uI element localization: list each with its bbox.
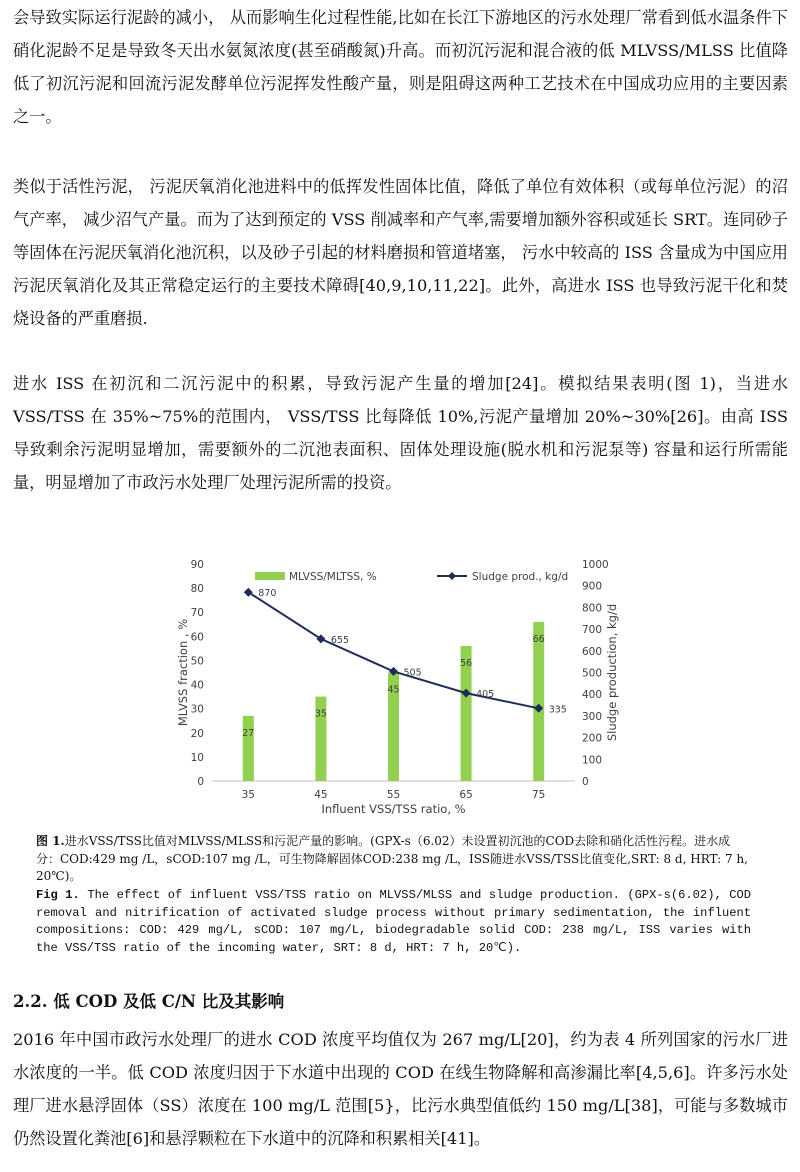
legend-label-line: Sludge prod., kg/d	[472, 571, 569, 583]
body-paragraph-1: 会导致实际运行泥龄的减小， 从而影响生化过程性能,比如在长江下游地区的污水处理厂常看到低水温条件下硝化泥龄不足是导致冬天出水氨氮浓度(甚至硝酸氮)升高。而初沉污泥和混合液的低 MLVSS/MLSS 比值降低了初沉污泥和回流污泥发酵单位污泥挥发性酸产量，则是阻碍这两种工艺技术在中国成功应用的主要因素之一。	[13, 8, 788, 126]
y-tick-label: 90	[190, 559, 204, 571]
x-axis-title: Influent VSS/TSS ratio, %	[321, 802, 466, 816]
legend-label-bars: MLVSS/MLTSS, %	[289, 571, 377, 583]
y2-tick-label: 500	[582, 667, 603, 680]
y-tick-label: 40	[190, 679, 204, 692]
y2-tick-label: 300	[582, 710, 603, 723]
figure-caption-en	[36, 887, 751, 957]
y2-tick-label: 900	[582, 580, 603, 593]
bar	[243, 716, 254, 781]
x-tick-label: 75	[532, 789, 546, 801]
y2-tick-label: 400	[582, 689, 603, 702]
section-heading: 2.2. 低 COD 及低 C/N 比及其影响	[13, 992, 285, 1011]
caption-cn-text: 进水VSS/TSS比值对MLVSS/MLSS和污泥产量的影响。(GPX-s（6.02）未设置初沉池的COD去除和硝化活性污程。进水成分：COD:429 mg /L，sCOD:107 mg /L，可生物降解固体COD:238 mg /L，ISS随进水VSS/TSS比值变化,SRT: 8 d, HRT: 7 h, 20℃)。	[36, 834, 748, 883]
body-paragraph-2: 类似于活性污泥， 污泥厌氧消化池进料中的低挥发性固体比值，降低了单位有效体积（或每单位污泥）的沼气产率， 减少沼气产量。而为了达到预定的 VSS 削减率和产气率,需要增加额外容积或延长 SRT。连同砂子等固体在污泥厌氧消化池沉积，以及砂子引起的材料磨损和管道堵塞， 污水中较高的 ISS 含量成为中国应用污泥厌氧消化及其正常稳定运行的主要技术障碍[40,9,10,11,22]。此外，高进水 ISS 也导致污泥干化和焚烧设备的严重磨损.	[13, 177, 788, 328]
body-paragraph-3: 进水 ISS 在初沉和二沉污泥中的积累，导致污泥产生量的增加[24]。模拟结果表明(图 1)，当进水 VSS/TSS 在 35%~75%的范围内， VSS/TSS 比每降低 10%,污泥产量增加 20%~30%[26]。由高 ISS 导致剩余污泥明显增加，需要额外的二沉池表面积、固体处理设施(脱水机和污泥泵等) 容量和运行所需能量，明显增加了市政污水处理厂处理污泥所需的投资。	[13, 374, 788, 492]
y2-tick-label: 0	[582, 776, 589, 788]
caption-en-text: The effect of influent VSS/TSS ratio on MLVSS/MLSS and sludge production. (GPX-s(6.02), COD removal and nitrification of activated sludge process without primary sedimentation, the influent compositions: COD: 429 mg/L, sCOD: 107 mg/L, biodegradable solid COD: 238 mg/L, ISS varies with the VSS/TSS ratio of the incoming water, SRT: 8 d, HRT: 7 h, 20℃).	[36, 888, 752, 955]
y2-tick-label: 700	[582, 624, 603, 637]
caption-cn-label: 图 1.	[36, 834, 65, 848]
y-tick-label: 20	[190, 727, 204, 740]
line-data-label: 335	[548, 704, 567, 716]
y2-tick-label: 200	[582, 732, 603, 745]
bar-data-label: 45	[387, 684, 400, 696]
line-data-label: 405	[476, 689, 495, 701]
y-tick-label: 30	[190, 703, 204, 716]
y-tick-label: 0	[197, 776, 204, 788]
y-tick-label: 70	[190, 607, 204, 620]
x-tick-label: 35	[241, 789, 255, 801]
bar-data-label: 66	[532, 633, 545, 645]
bar-data-label: 35	[314, 708, 327, 720]
line-data-label: 655	[330, 634, 350, 646]
x-tick-label: 45	[314, 789, 328, 801]
y-axis-title: MLVSS fraction , %	[176, 618, 190, 727]
bar	[533, 622, 544, 781]
bar-data-label: 27	[242, 727, 255, 739]
legend-marker-line	[448, 572, 456, 580]
y2-tick-label: 100	[582, 754, 603, 767]
line-data-label: 870	[258, 588, 277, 600]
y-tick-label: 80	[190, 583, 204, 596]
bar-data-label: 56	[460, 657, 473, 669]
legend-swatch-bars	[255, 572, 285, 580]
chart-svg	[175, 552, 625, 822]
y-tick-label: 10	[190, 751, 204, 764]
y-tick-label: 50	[190, 655, 204, 668]
caption-en-label: Fig 1.	[36, 888, 80, 902]
figure-1-chart	[175, 552, 625, 822]
body-paragraph-4: 2016 年中国市政污水处理厂的进水 COD 浓度平均值仅为 267 mg/L[20]，约为表 4 所列国家的污水厂进水浓度的一半。低 COD 浓度归因于下水道中出现的 COD 在线生物降解和高渗漏比率[4,5,6]。许多污水处理厂进水悬浮固体（SS）浓度在 100 mg/L 范围[5}，比污水典型值低约 150 mg/L[38]，可能与多数城市仍然设置化粪池[6]和悬浮颗粒在下水道中的沉降和积累相关[41]。	[13, 1030, 788, 1148]
x-tick-label: 55	[386, 789, 401, 801]
y2-tick-label: 800	[582, 602, 603, 615]
figure-caption-cn	[36, 833, 751, 886]
y2-axis-title: Sludge production, kg/d	[605, 603, 619, 742]
line-data-label: 505	[403, 667, 422, 679]
y2-tick-label: 1000	[582, 559, 609, 571]
y2-tick-label: 600	[582, 645, 603, 658]
x-tick-label: 65	[459, 789, 473, 801]
y-tick-label: 60	[190, 631, 204, 644]
